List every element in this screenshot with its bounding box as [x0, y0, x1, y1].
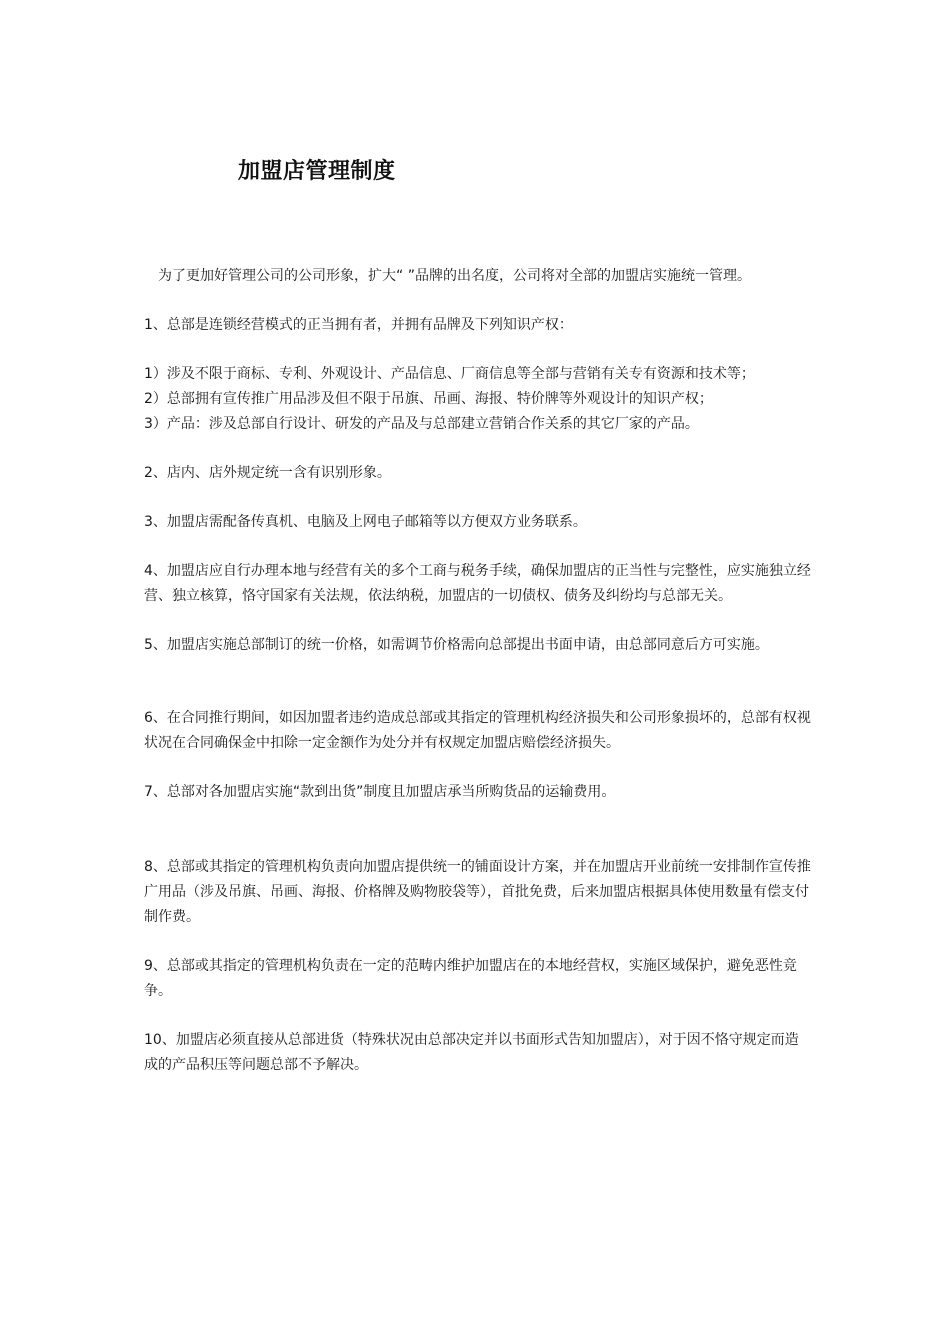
clause-6: 6、在合同推行期间，如因加盟者违约造成总部或其指定的管理机构经济损失和公司形象损坏的，总部有权视状况在合同确保金中扣除一定金额作为处分并有权规定加盟店赔偿经济损失。	[144, 710, 811, 751]
clause-1: 1、总部是连锁经营模式的正当拥有者，并拥有品牌及下列知识产权：	[144, 317, 573, 333]
spacer	[144, 1004, 812, 1028]
clause-1-sub-1: 1）涉及不限于商标、专利、外观设计、产品信息、厂商信息等全部与营销有关专有资源和技术等；	[144, 366, 755, 382]
clause-4: 4、加盟店应自行办理本地与经营有关的多个工商与税务手续，确保加盟店的正当性与完整性，应实施独立经营、独立核算，恪守国家有关法规，依法纳税，加盟店的一切债权、债务及纠纷均与总部无关。	[144, 563, 811, 604]
spacer	[144, 609, 812, 633]
intro-paragraph: 为了更加好管理公司的公司形象，扩大“ ”品牌的出名度，公司将对全部的加盟店实施统一管理。	[158, 268, 751, 284]
clause-2: 2、店内、店外规定统一含有识别形象。	[144, 465, 391, 481]
clause-5: 5、加盟店实施总部制订的统一价格，如需调节价格需向总部提出书面申请，由总部同意后方可实施。	[144, 637, 769, 653]
clause-7: 7、总部对各加盟店实施“款到出货”制度且加盟店承当所购货品的运输费用。	[144, 784, 616, 800]
clause-9: 9、总部或其指定的管理机构负责在一定的范畴内维护加盟店在的本地经营权，实施区域保护，避免恶性竞争。	[144, 958, 797, 999]
spacer	[144, 756, 812, 780]
clause-3: 3、加盟店需配备传真机、电脑及上网电子邮箱等以方便双方业务联系。	[144, 514, 587, 530]
spacer	[144, 289, 812, 313]
clause-1-sub-3: 3）产品：涉及总部自行设计、研发的产品及与总部建立营销合作关系的其它厂家的产品。	[144, 416, 699, 432]
spacer	[144, 930, 812, 954]
spacer	[144, 535, 812, 559]
clause-8: 8、总部或其指定的管理机构负责向加盟店提供统一的铺面设计方案，并在加盟店开业前统一安排制作宣传推广用品（涉及吊旗、吊画、海报、价格牌及购物胶袋等），首批免费，后来加盟店根据具体使用数量有偿支付制作费。	[144, 859, 811, 925]
clause-1-sub-2: 2）总部拥有宣传推广用品涉及但不限于吊旗、吊画、海报、特价牌等外观设计的知识产权；	[144, 391, 713, 407]
spacer	[144, 486, 812, 510]
document-title: 加盟店管理制度	[238, 159, 396, 184]
spacer	[144, 437, 812, 461]
spacer	[144, 805, 812, 855]
spacer	[144, 658, 812, 706]
spacer	[144, 338, 812, 362]
clause-10: 10、加盟店必须直接从总部进货（特殊状况由总部决定并以书面形式告知加盟店），对于因不恪守规定而造成的产品积压等问题总部不予解决。	[144, 1032, 799, 1073]
document-body	[144, 264, 812, 1078]
